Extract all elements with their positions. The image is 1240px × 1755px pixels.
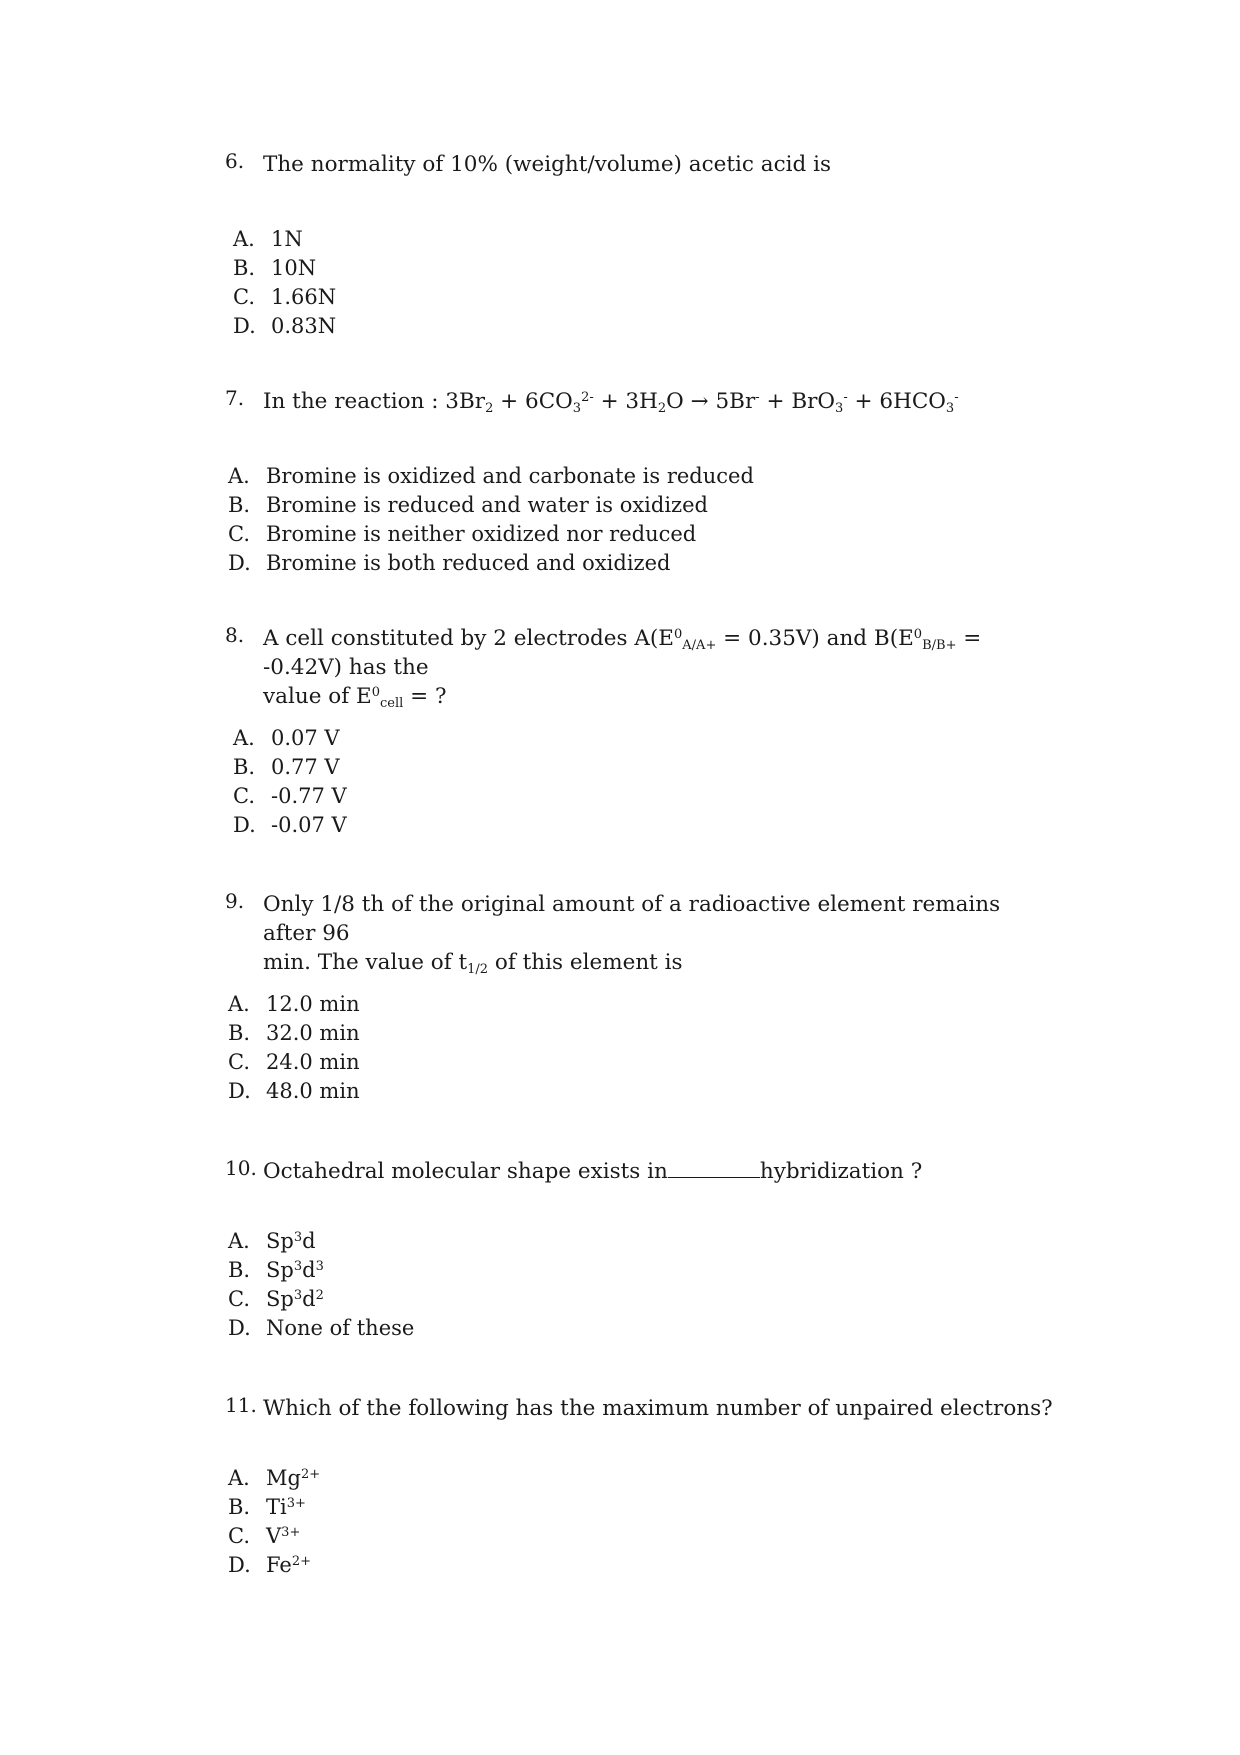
question-text: A cell constituted by 2 electrodes $A(E^0_{A/A+} = 0.35V)$ and $B(E^0_{B/B+} = -0.42V)$ has the value of $E^0_{cell}$ = ? bbox=[263, 626, 982, 711]
question-11 bbox=[225, 1394, 1055, 1423]
option-c[interactable]: C. $V^{3+}$ bbox=[228, 1524, 301, 1548]
option-a[interactable]: A. 12.0 min bbox=[228, 992, 360, 1016]
options-q6 bbox=[233, 225, 336, 341]
question-10 bbox=[225, 1157, 1055, 1186]
options-q7 bbox=[228, 462, 754, 578]
question-text: Only 1/8 th of the original amount of a radioactive element remains after 96 min. The value of $t_{1/2}$ of this element is bbox=[263, 892, 1001, 977]
options-q9 bbox=[228, 990, 360, 1106]
option-d[interactable]: D. Bromine is both reduced and oxidized bbox=[228, 551, 671, 575]
option-d[interactable]: D. None of these bbox=[228, 1316, 415, 1340]
question-6 bbox=[225, 150, 1055, 179]
option-c[interactable]: C. $Sp^3d^2$ bbox=[228, 1287, 324, 1311]
options-q8 bbox=[233, 724, 347, 840]
question-8 bbox=[225, 624, 1055, 711]
option-d[interactable]: D. 0.83N bbox=[233, 314, 337, 338]
question-number: 10. bbox=[225, 1156, 257, 1180]
question-9 bbox=[225, 890, 1055, 977]
option-a[interactable]: A. Sp$^3$d bbox=[228, 1229, 316, 1253]
option-b[interactable]: B. Bromine is reduced and water is oxidized bbox=[228, 493, 708, 517]
option-b[interactable]: B. 32.0 min bbox=[228, 1021, 360, 1045]
option-c[interactable]: C. 24.0 min bbox=[228, 1050, 360, 1074]
option-c[interactable]: C. -0.77 V bbox=[233, 784, 347, 808]
option-a[interactable]: A. $Mg^{2+}$ bbox=[228, 1466, 321, 1490]
option-c[interactable]: C. Bromine is neither oxidized nor reduced bbox=[228, 522, 697, 546]
option-d[interactable]: D. -0.07 V bbox=[233, 813, 347, 837]
option-a[interactable]: A. 1N bbox=[233, 227, 303, 251]
question-number: 8. bbox=[225, 623, 245, 647]
question-text: The normality of 10% (weight/volume) acetic acid is bbox=[263, 152, 831, 177]
option-d[interactable]: D. 48.0 min bbox=[228, 1079, 360, 1103]
question-number: 6. bbox=[225, 149, 245, 173]
question-text: Octahedral molecular shape exists in hybridization ? bbox=[263, 1159, 923, 1184]
answer-blank bbox=[668, 1159, 760, 1178]
question-number: 11. bbox=[225, 1393, 257, 1417]
question-number: 9. bbox=[225, 889, 245, 913]
question-number: 7. bbox=[225, 386, 245, 410]
option-d[interactable]: D. $Fe^{2+}$ bbox=[228, 1553, 312, 1577]
option-b[interactable]: B. 10N bbox=[233, 256, 317, 280]
question-7 bbox=[225, 387, 1055, 416]
option-b[interactable]: B. $Sp^3d^3$ bbox=[228, 1258, 324, 1282]
question-text: In the reaction : $3Br_2 + 6CO_3^{2-} + 3H_2O \to 5Br^- + BrO_3^- + 6HCO_3^-$ bbox=[263, 389, 959, 416]
option-b[interactable]: B. $Ti^{3+}$ bbox=[228, 1495, 306, 1519]
option-b[interactable]: B. 0.77 V bbox=[233, 755, 340, 779]
option-c[interactable]: C. 1.66N bbox=[233, 285, 337, 309]
question-text: Which of the following has the maximum number of unpaired electrons? bbox=[263, 1396, 1053, 1421]
option-a[interactable]: A. 0.07 V bbox=[233, 726, 340, 750]
options-q11 bbox=[228, 1464, 320, 1580]
option-a[interactable]: A. Bromine is oxidized and carbonate is reduced bbox=[228, 464, 754, 488]
options-q10 bbox=[228, 1227, 414, 1343]
